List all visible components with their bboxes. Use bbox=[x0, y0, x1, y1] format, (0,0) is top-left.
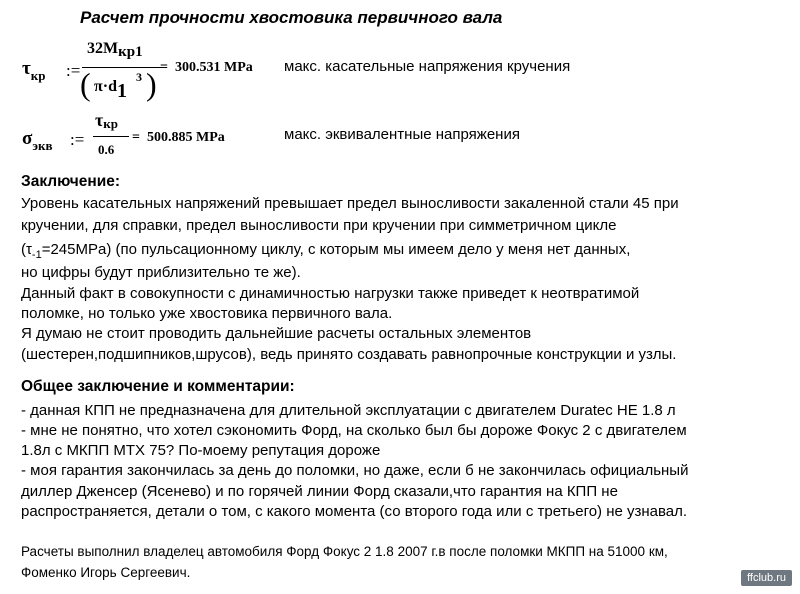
paren-right-1: ) bbox=[146, 66, 157, 102]
assign-operator-2: := bbox=[70, 130, 85, 149]
paren-left-1: ( bbox=[80, 66, 91, 102]
conclusion-line: кручении, для справки, предел выносливости при кручении при симметричном цикле bbox=[21, 217, 617, 234]
conclusion-line: но цифры будут приблизительно те же). bbox=[21, 264, 301, 281]
exponent-1: 3 bbox=[136, 70, 142, 84]
fraction-bar-2 bbox=[93, 136, 129, 137]
conclusion-line: поломке, но только уже хвостовика первичного вала. bbox=[21, 305, 393, 322]
conclusion-line: Уровень касательных напряжений превышает предел выносливости закаленной стали 45 при bbox=[21, 195, 679, 212]
general-line: - данная КПП не предназначена для длительной эксплуатации с двигателем Duratec HE 1.8 л bbox=[21, 402, 676, 419]
result-1: = 300.531 MPa bbox=[160, 60, 253, 75]
general-line: - моя гарантия закончилась за день до поломки, но даже, если б не закончилась официальный bbox=[21, 462, 689, 479]
conclusion-heading: Заключение: bbox=[21, 173, 121, 190]
general-line: распространяется, детали о том, с какого момента (со второго года или с третьего) не узнавал. bbox=[21, 503, 688, 520]
general-line: - мне не понятно, что хотел сэкономить Форд, на сколько был бы дороже Фокус 2 с двигателем bbox=[21, 422, 687, 439]
author-credit: Расчеты выполнил владелец автомобиля Форд Фокус 2 1.8 2007 г.в после поломки МКПП на 51000 км, bbox=[21, 544, 668, 559]
page-title: Расчет прочности хвостовика первичного вала bbox=[80, 8, 503, 27]
conclusion-line: Я думаю не стоит проводить дальнейшие расчеты остальных элементов bbox=[21, 325, 532, 342]
denominator-1: π·d1 bbox=[94, 78, 127, 102]
conclusion-line: (шестерен,подшипников,шрусов), ведь принято создавать равнопрочные конструкции и узлы. bbox=[21, 346, 677, 363]
assign-operator-1: := bbox=[66, 61, 81, 80]
conclusion-line: Данный факт в совокупности с динамичностью нагрузки также приведет к неотвратимой bbox=[21, 285, 640, 302]
result-2: = 500.885 MPa bbox=[132, 130, 225, 145]
numerator-2: τкр bbox=[95, 110, 119, 131]
note-2: макс. эквивалентные напряжения bbox=[284, 126, 520, 143]
sigma-ekv-symbol: $\sigma_{экв}$ bbox=[22, 128, 53, 153]
denominator-2: 0.6 bbox=[98, 142, 115, 157]
general-heading: Общее заключение и комментарии: bbox=[21, 378, 295, 395]
general-line: 1.8л с МКПП МТХ 75? По-моему репутация дороже bbox=[21, 442, 381, 459]
note-1: макс. касательные напряжения кручения bbox=[284, 58, 571, 75]
conclusion-line: $(\tau_{-1}=245MPa)$ (по пульсационному циклу, с которым мы имеем дело у меня нет данных, bbox=[21, 241, 631, 261]
general-line: диллер Дженсер (Ясенево) и по горячей линии Форд сказали,что гарантия на КПП не bbox=[21, 483, 618, 500]
numerator-1: 32Mкр1 bbox=[87, 40, 143, 60]
author-name: Фоменко Игорь Сергеевич. bbox=[21, 565, 191, 580]
site-watermark: ffclub.ru bbox=[741, 570, 792, 586]
tau-kr-symbol: $\tau_{кр}$ bbox=[22, 58, 46, 83]
